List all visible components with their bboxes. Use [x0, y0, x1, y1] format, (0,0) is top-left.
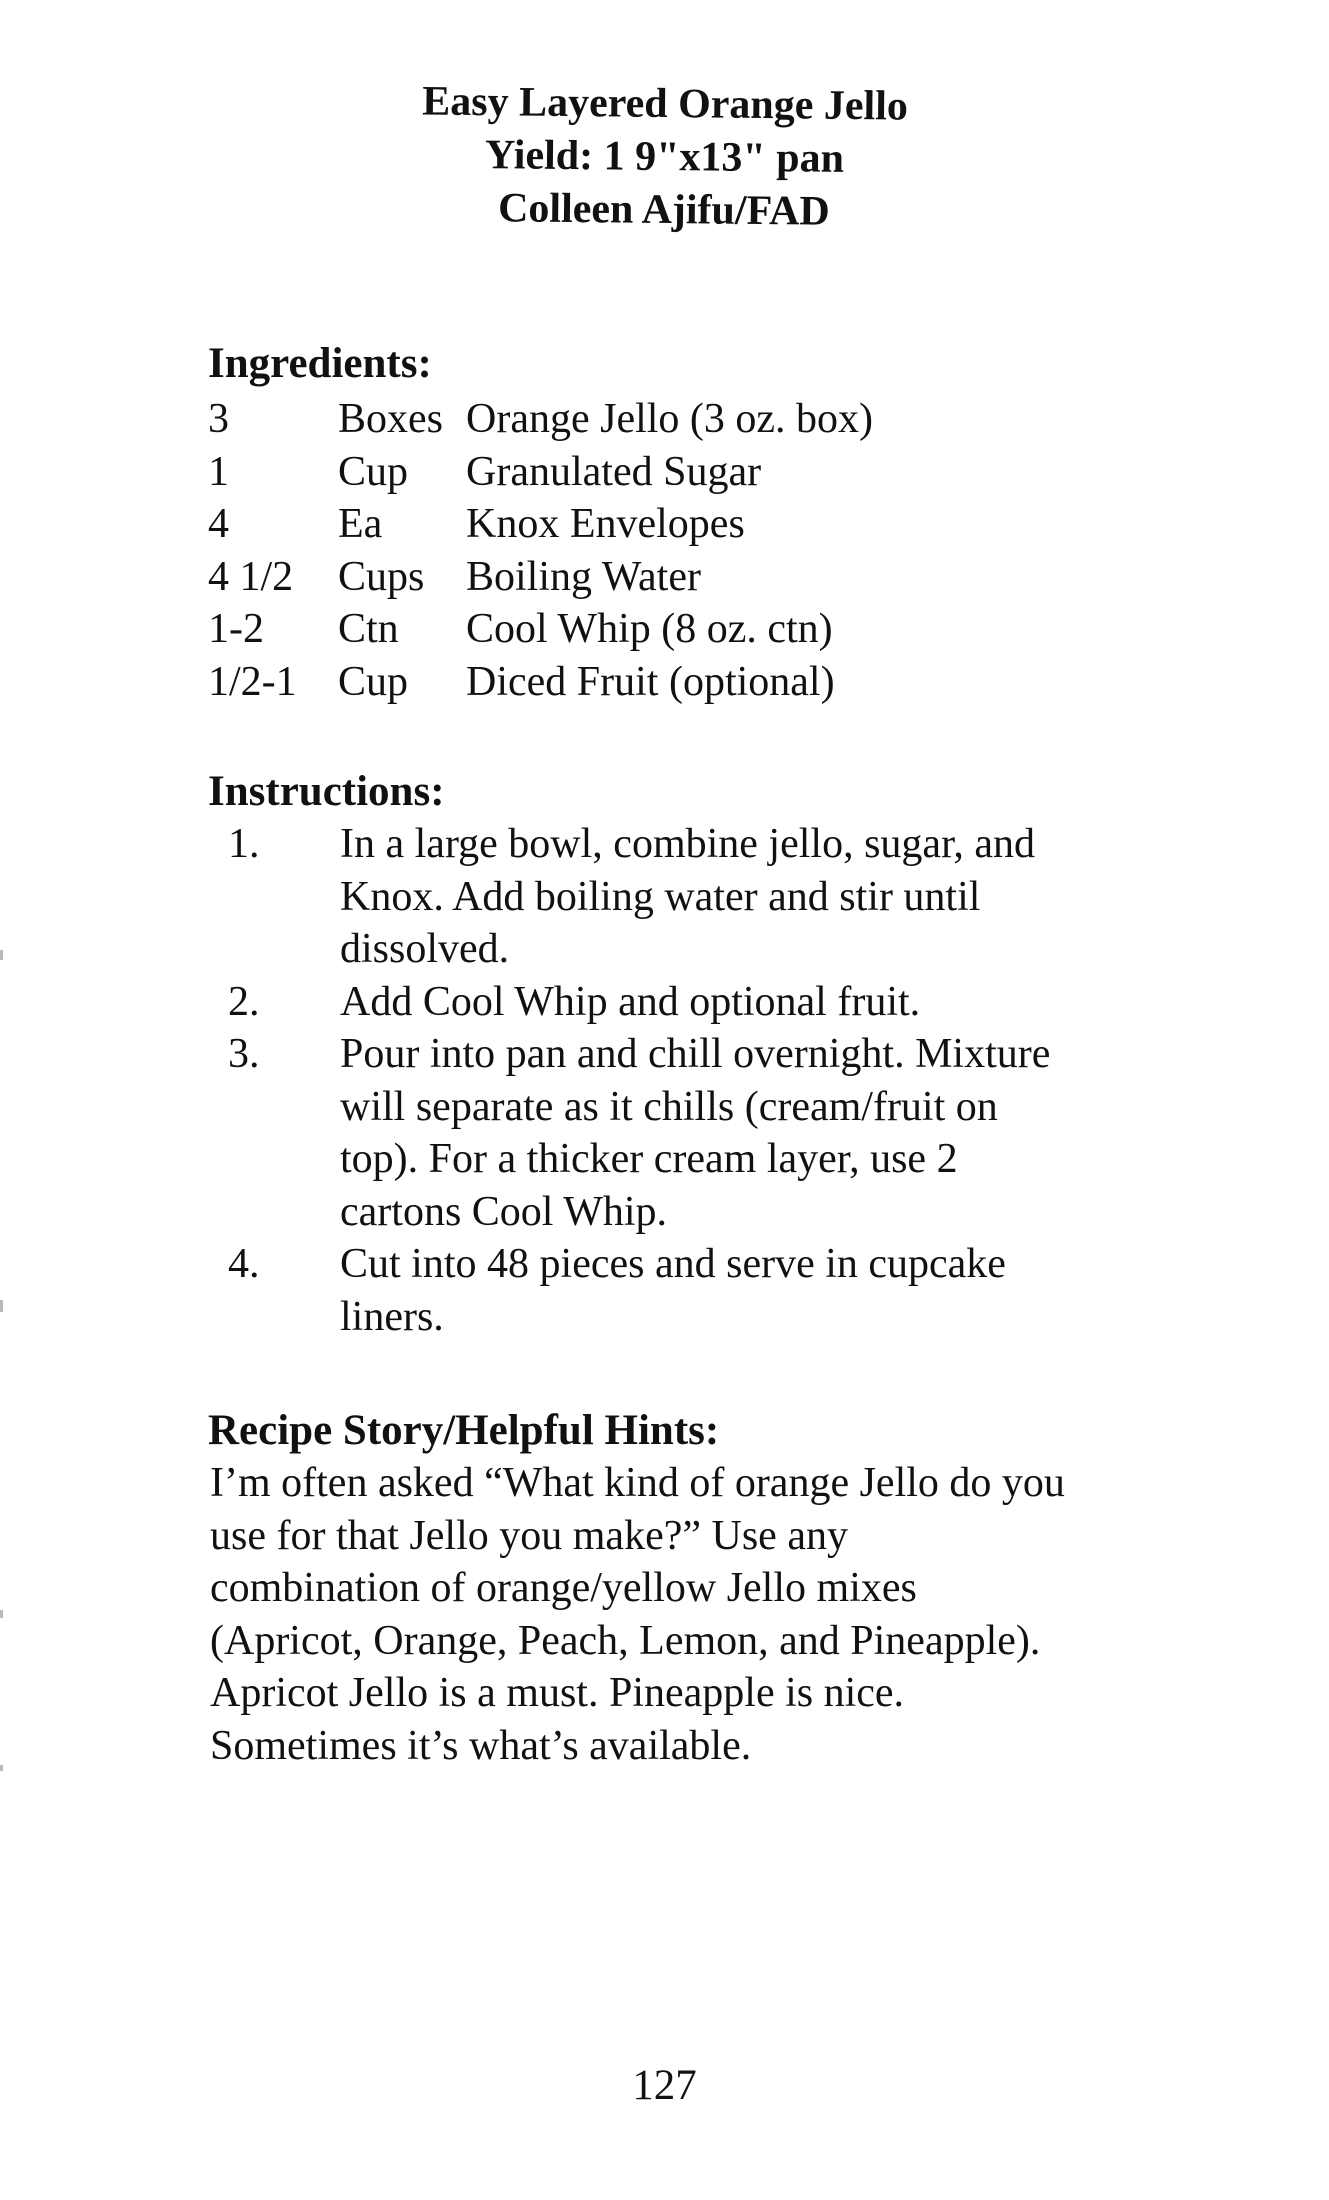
instruction-step — [208, 976, 1120, 1029]
recipe-header — [0, 71, 1329, 244]
instructions-heading: Instructions: — [208, 768, 445, 815]
step-text — [340, 1238, 1120, 1343]
step-line: liners. — [340, 1293, 444, 1340]
step-line: top). For a thicker cream layer, use 2 — [340, 1136, 958, 1182]
recipe-author: Colleen Ajifu/FAD — [497, 185, 831, 235]
page-number: 127 — [632, 2062, 697, 2109]
step-text — [340, 818, 1120, 976]
story-line: I’m often asked “What kind of orange Jello do you — [210, 1460, 1065, 1506]
ingredient-unit: Boxes — [338, 396, 443, 442]
ingredient-item: Boiling Water — [466, 553, 701, 600]
step-number: 2. — [228, 978, 260, 1025]
step-line: Pour into pan and chill overnight. Mixture — [340, 1031, 1051, 1077]
ingredient-unit: Cup — [338, 448, 409, 495]
step-text — [340, 976, 1120, 1029]
ingredient-unit: Cup — [338, 658, 409, 705]
step-text — [340, 1028, 1120, 1238]
ingredient-item: Cool Whip (8 oz. ctn) — [466, 606, 833, 652]
step-line: Knox. Add boiling water and stir until — [340, 873, 981, 920]
edge-mark — [0, 950, 3, 960]
ingredient-qty: 1-2 — [208, 606, 264, 652]
instruction-step — [208, 818, 1120, 976]
step-line: Add Cool Whip and optional fruit. — [340, 978, 921, 1025]
step-number: 3. — [228, 1031, 260, 1077]
ingredient-qty: 1 — [208, 448, 229, 495]
instructions-list — [208, 818, 1120, 1343]
step-number: 1. — [228, 821, 260, 867]
ingredient-item: Orange Jello (3 oz. box) — [466, 396, 874, 442]
step-line: will separate as it chills (cream/fruit on — [340, 1083, 998, 1130]
recipe-yield: Yield: 1 9"x13" pan — [484, 132, 845, 182]
ingredient-unit: Ctn — [338, 606, 399, 652]
story-heading: Recipe Story/Helpful Hints: — [208, 1407, 720, 1454]
step-line: dissolved. — [340, 926, 510, 972]
ingredient-qty: 4 — [208, 501, 229, 547]
step-line: cartons Cool Whip. — [340, 1188, 668, 1235]
ingredient-unit: Ea — [338, 501, 383, 547]
edge-mark — [0, 1610, 3, 1618]
story-text — [210, 1457, 1065, 1772]
story-line: (Apricot, Orange, Peach, Lemon, and Pineapple). — [210, 1617, 1041, 1664]
step-number: 4. — [228, 1241, 260, 1287]
instruction-step — [208, 1028, 1120, 1238]
story-line: Sometimes it’s what’s available. — [210, 1722, 752, 1769]
step-line: In a large bowl, combine jello, sugar, and — [340, 821, 1036, 867]
story-line: combination of orange/yellow Jello mixes — [210, 1565, 917, 1611]
ingredient-unit: Cups — [338, 553, 425, 600]
step-line: Cut into 48 pieces and serve in cupcake — [340, 1241, 1006, 1287]
edge-mark — [0, 1300, 3, 1312]
ingredient-item: Granulated Sugar — [466, 448, 762, 495]
ingredient-qty: 1/2-1 — [208, 658, 297, 705]
ingredient-qty: 4 1/2 — [208, 553, 294, 600]
instruction-step — [208, 1238, 1120, 1343]
edge-mark — [0, 1765, 3, 1771]
story-line: Apricot Jello is a must. Pineapple is nice. — [210, 1670, 905, 1716]
ingredient-item: Knox Envelopes — [466, 501, 745, 547]
ingredient-qty: 3 — [208, 396, 229, 442]
story-line: use for that Jello you make?” Use any — [210, 1512, 848, 1559]
ingredients-heading: Ingredients: — [208, 340, 432, 387]
ingredient-item: Diced Fruit (optional) — [466, 658, 835, 705]
recipe-title: Easy Layered Orange Jello — [421, 78, 909, 130]
